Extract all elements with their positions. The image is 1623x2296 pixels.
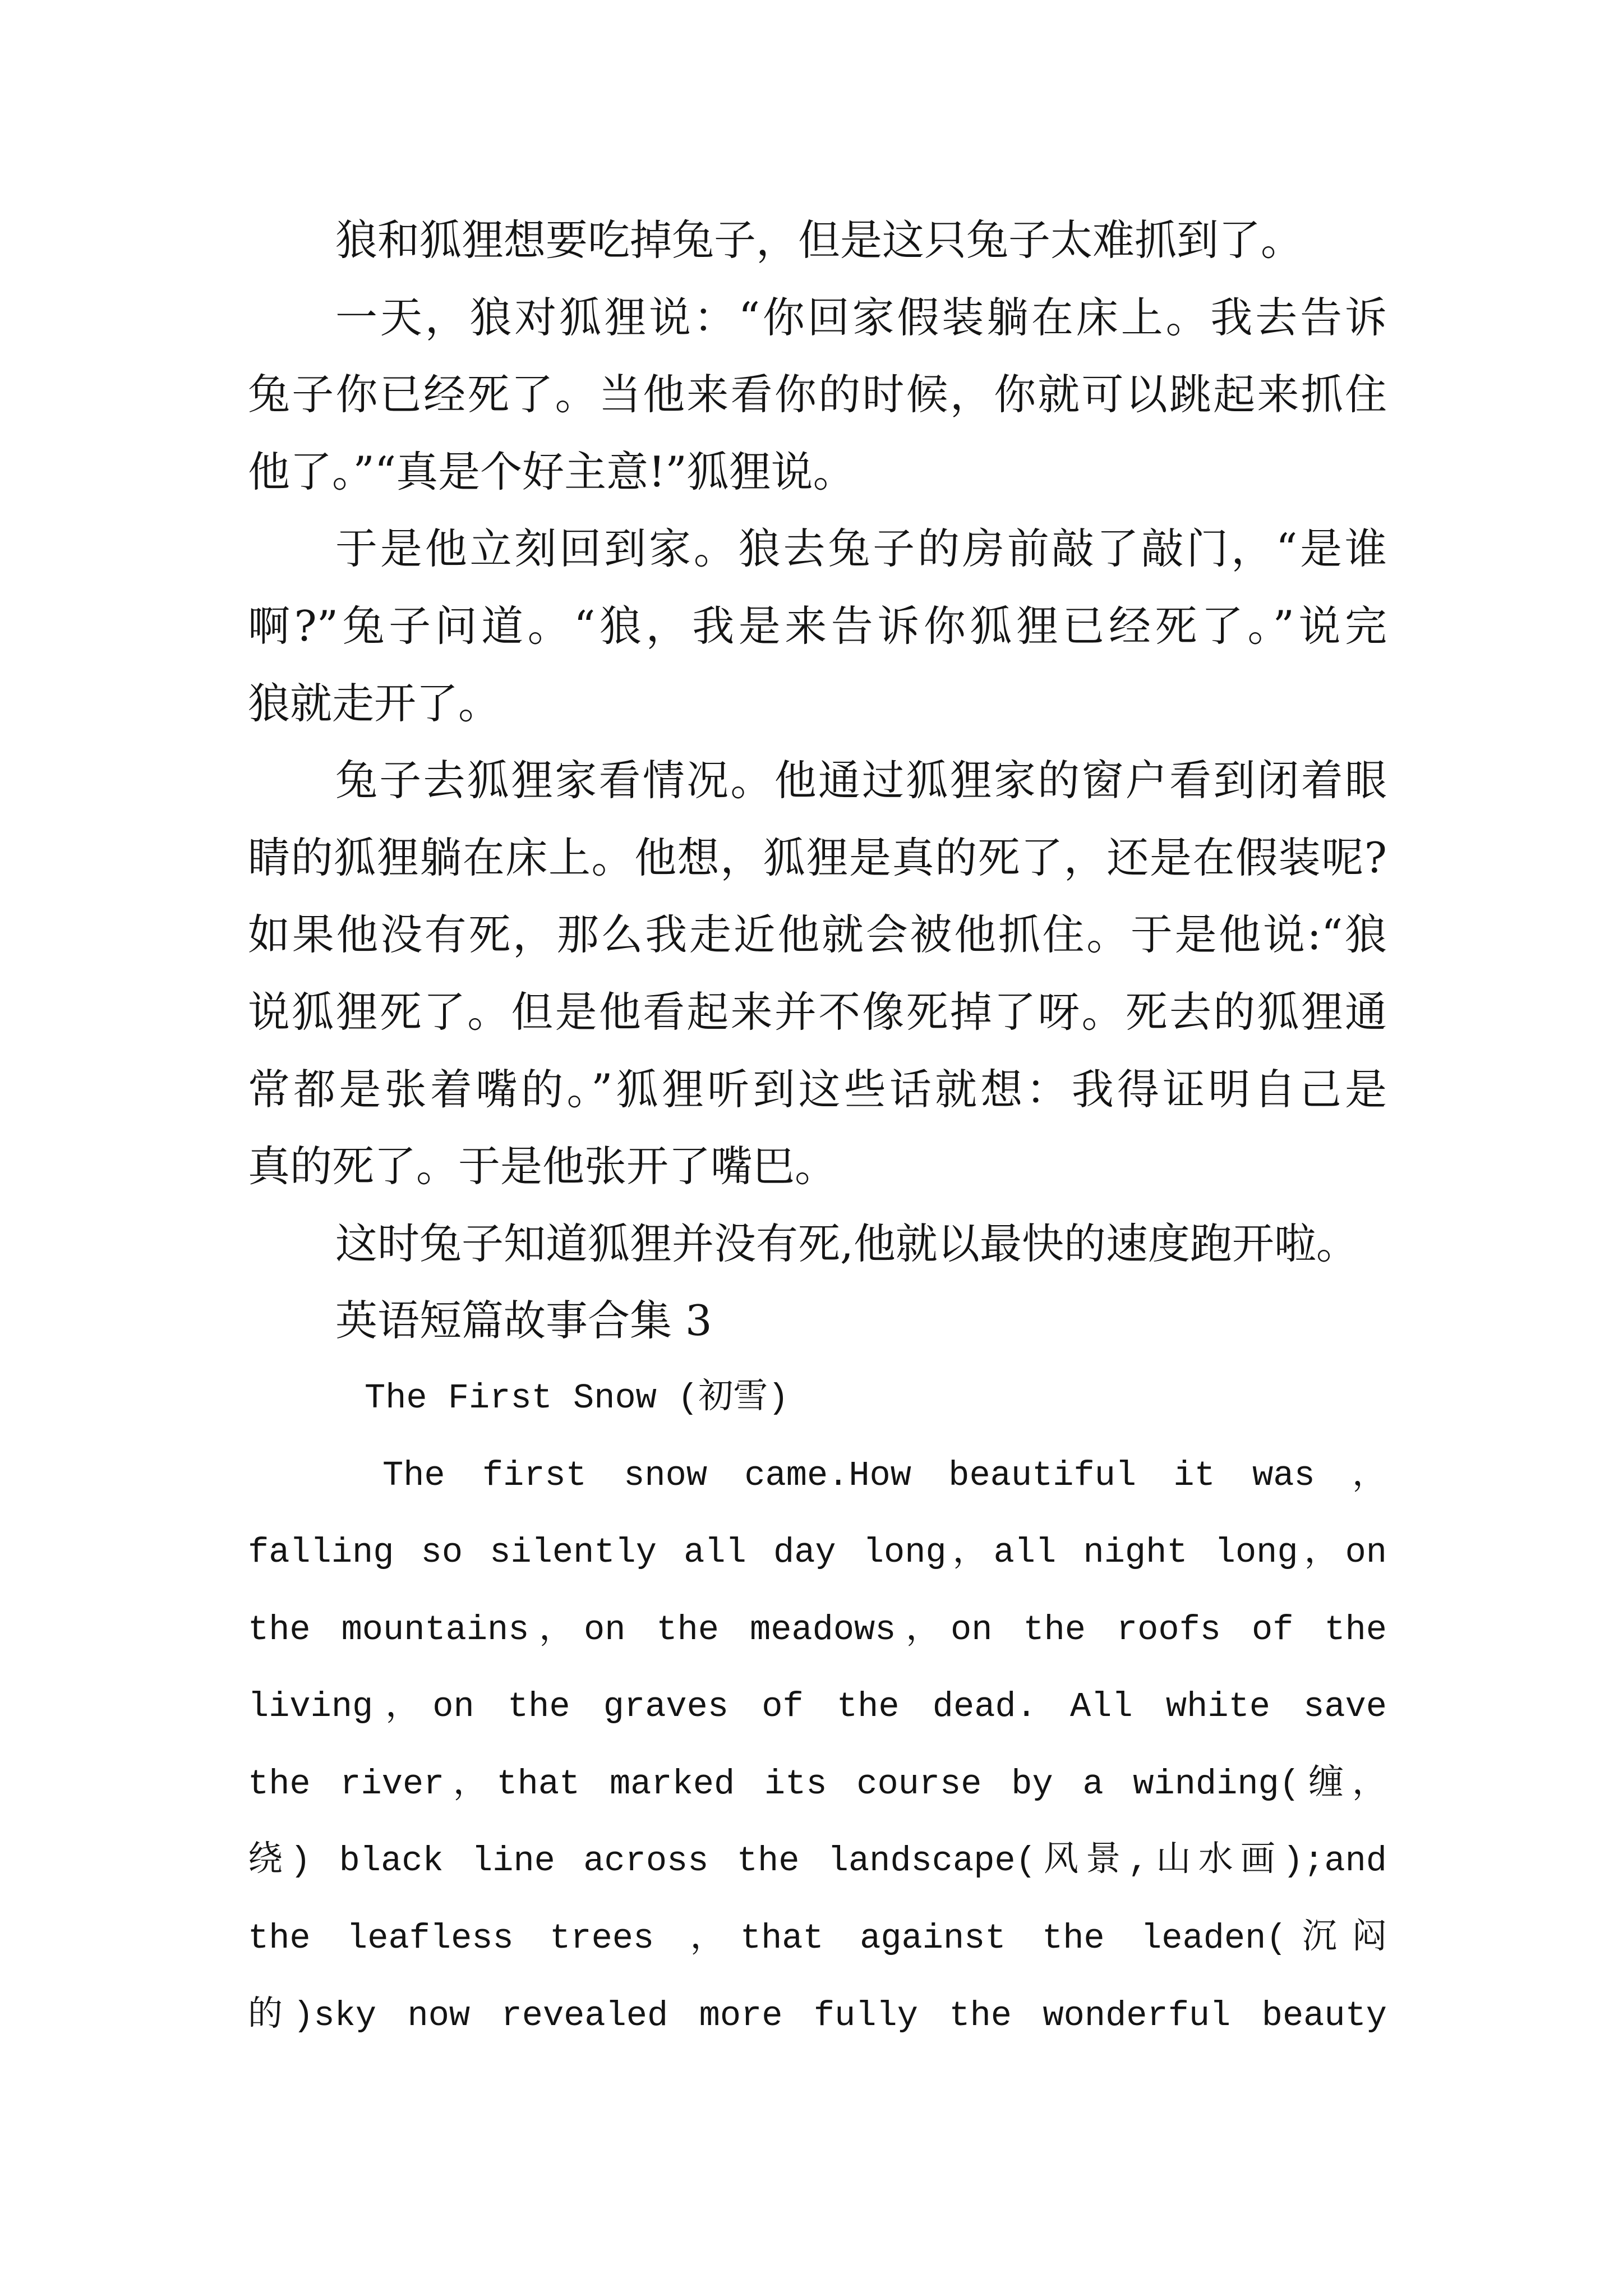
paragraph-line: 睛的狐狸躺在床上。他想，狐狸是真的死了，还是在假装呢? <box>248 832 1387 882</box>
paragraph-line: 这时兔子知道狐狸并没有死,他就以最快的速度跑开啦。 <box>335 1218 1358 1268</box>
paragraph-line: 常都是张着嘴的。”狐狸听到这些话就想：我得证明自己是 <box>248 1064 1387 1114</box>
paragraph-line: 他了。”“真是个好主意!”狐狸说。 <box>248 447 855 496</box>
document-body <box>248 202 1387 2054</box>
english-story <box>248 1360 1387 2054</box>
paragraph-line: 绕) black line across the landscape(风景,山水画);and <box>248 1841 1387 1881</box>
paragraph-line: living，on the graves of the dead. All white save <box>248 1687 1387 1727</box>
paragraph-line: the leafless trees ，that against the leaden(沉闷 <box>248 1918 1387 1959</box>
story-title: The First Snow (初雪) <box>365 1378 789 1418</box>
paragraph-line: The first snow came.How beautiful it was ， <box>382 1455 1387 1496</box>
paragraph <box>248 742 1387 1205</box>
paragraph-line: 如果他没有死，那么我走近他就会被他抓住。于是他说:“狼 <box>248 910 1387 960</box>
paragraph <box>248 510 1387 742</box>
paragraph-line: 兔子你已经死了。当他来看你的时候，你就可以跳起来抓住 <box>248 370 1387 420</box>
paragraph-line: 一天，狼对狐狸说：“你回家假装躺在床上。我去告诉 <box>335 292 1387 342</box>
paragraph-line: 的)sky now revealed more fully the wonderful beauty <box>248 1995 1387 2036</box>
paragraph-line: 狼和狐狸想要吃掉兔子，但是这只兔子太难抓到了。 <box>335 215 1303 265</box>
paragraph-line: falling so silently all day long，all night long，on <box>248 1533 1387 1573</box>
paragraph-line: 啊?”兔子问道。“狼，我是来告诉你狐狸已经死了。”说完 <box>248 601 1387 651</box>
paragraph-line: 狼就走开了。 <box>248 678 501 728</box>
paragraph-line: the river，that marked its course by a winding(缠， <box>248 1764 1387 1804</box>
collection-heading: 英语短篇故事合集 3 <box>335 1296 712 1346</box>
paragraph <box>248 1205 1387 1283</box>
paragraph <box>248 202 1387 279</box>
chinese-story <box>248 202 1387 1282</box>
paragraph-line: the mountains，on the meadows，on the roofs of the <box>248 1609 1387 1650</box>
paragraph-line: 于是他立刻回到家。狼去兔子的房前敲了敲门，“是谁 <box>335 524 1387 574</box>
paragraph <box>248 279 1387 511</box>
paragraph-line: 说狐狸死了。但是他看起来并不像死掉了呀。死去的狐狸通 <box>248 987 1387 1037</box>
paragraph <box>248 1437 1387 2055</box>
paragraph-line: 兔子去狐狸家看情况。他通过狐狸家的窗户看到闭着眼 <box>335 756 1387 806</box>
paragraph-line: 真的死了。于是他张开了嘴巴。 <box>248 1142 837 1191</box>
